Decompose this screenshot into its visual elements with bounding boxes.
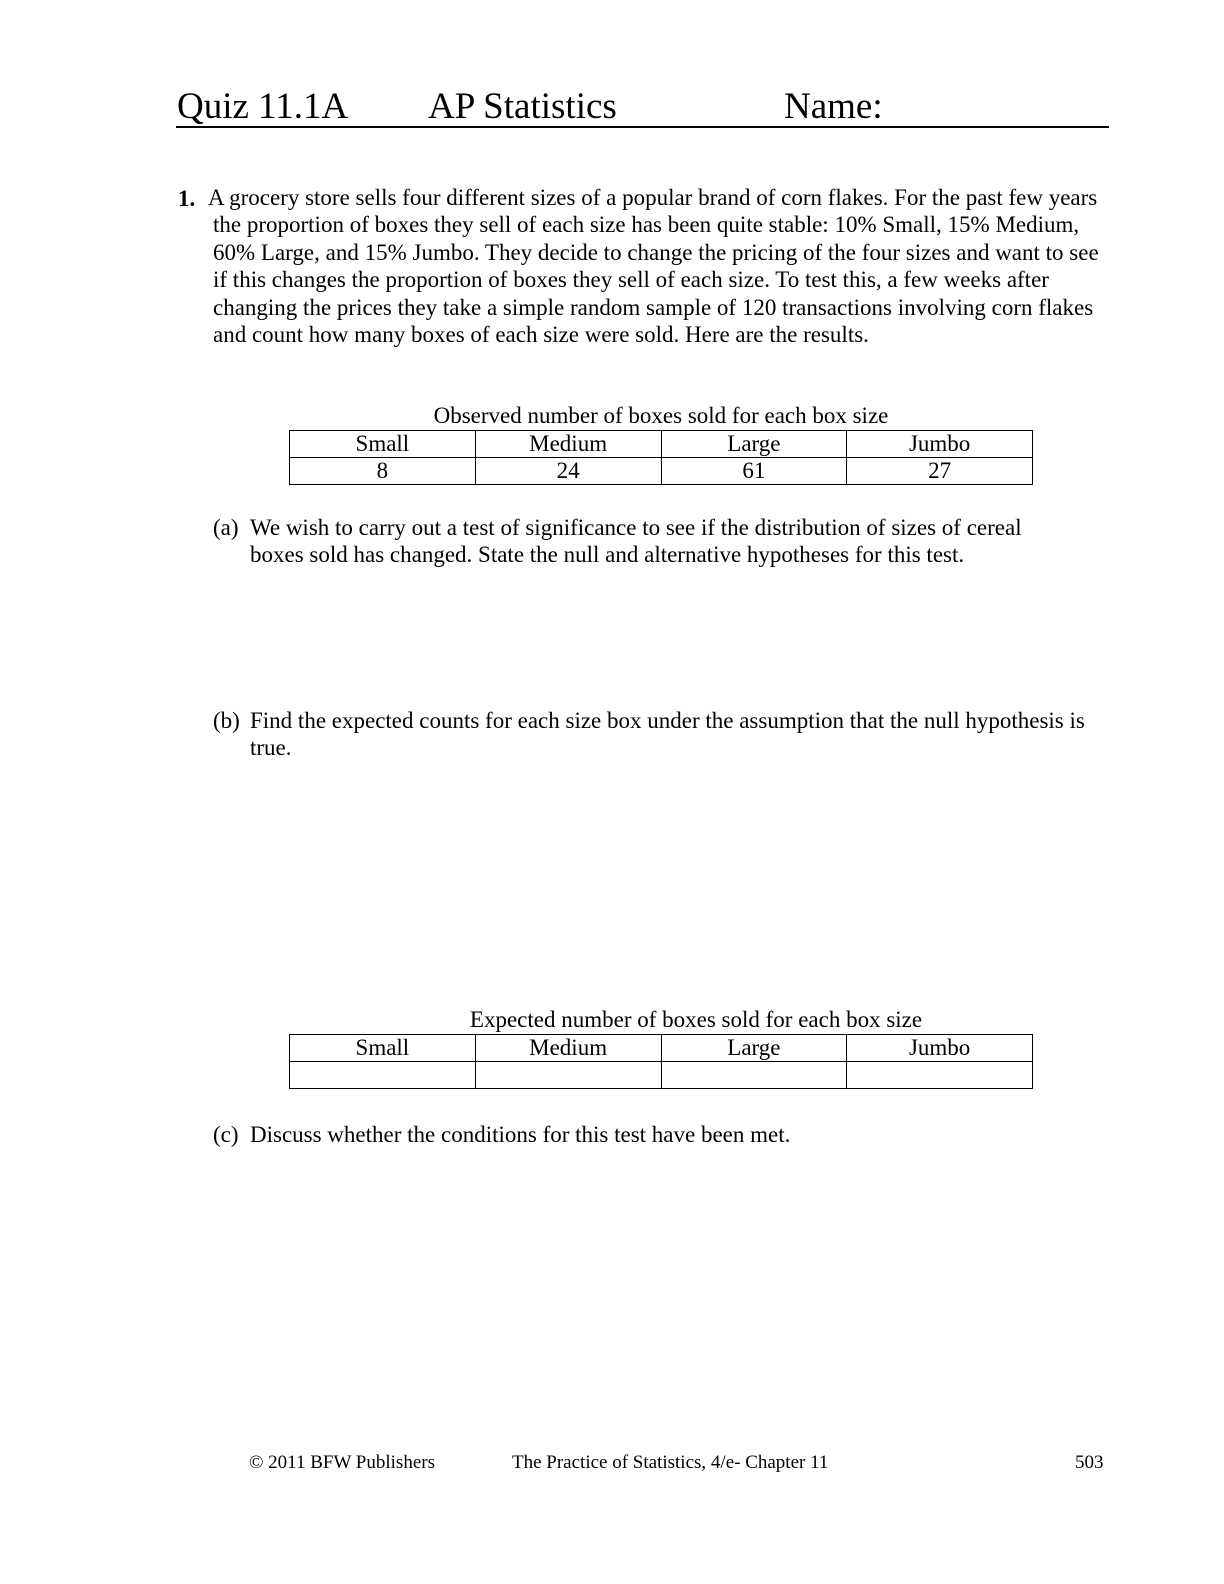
observed-table-caption: Observed number of boxes sold for each box size xyxy=(433,403,889,428)
table-header-cell: Jumbo xyxy=(847,1035,1033,1062)
observed-table xyxy=(289,430,1033,485)
table-header-cell: Large xyxy=(661,431,847,458)
part-c-text: Discuss whether the conditions for this test have been met. xyxy=(250,1122,791,1147)
part-b-label: (b) xyxy=(213,708,240,733)
quiz-title: Quiz 11.1A xyxy=(177,86,349,127)
course-title: AP Statistics xyxy=(428,86,617,127)
table-row xyxy=(290,458,1033,485)
part-a-text: We wish to carry out a test of significance to see if the distribution of sizes of cereal boxes sold has changed. State the null and alternative hypotheses for this test. xyxy=(250,515,1022,568)
table-cell-blank[interactable] xyxy=(475,1062,661,1089)
question-number: 1. xyxy=(178,186,196,211)
header-rule xyxy=(176,126,1109,128)
table-cell: 24 xyxy=(475,458,661,485)
table-cell-blank[interactable] xyxy=(290,1062,476,1089)
table-header-cell: Jumbo xyxy=(847,431,1033,458)
table-cell-blank[interactable] xyxy=(847,1062,1033,1089)
table-row xyxy=(290,1062,1033,1089)
table-header-cell: Small xyxy=(290,1035,476,1062)
expected-table-caption: Expected number of boxes sold for each box size xyxy=(469,1007,923,1032)
table-cell: 27 xyxy=(847,458,1033,485)
table-header-cell: Small xyxy=(290,431,476,458)
table-cell-blank[interactable] xyxy=(661,1062,847,1089)
name-label: Name: xyxy=(784,86,883,127)
footer-page-number: 503 xyxy=(1075,1452,1104,1473)
part-c-label: (c) xyxy=(213,1122,239,1147)
table-header-row xyxy=(290,431,1033,458)
table-header-cell: Large xyxy=(661,1035,847,1062)
expected-table xyxy=(289,1034,1033,1089)
footer-copyright: © 2011 BFW Publishers xyxy=(249,1452,435,1473)
part-b-text: Find the expected counts for each size box under the assumption that the null hypothesis is true. xyxy=(250,708,1085,761)
part-a-label: (a) xyxy=(213,515,239,540)
table-cell: 8 xyxy=(290,458,476,485)
footer-book: The Practice of Statistics, 4/e- Chapter 11 xyxy=(512,1452,829,1473)
table-header-cell: Medium xyxy=(475,431,661,458)
table-header-cell: Medium xyxy=(475,1035,661,1062)
question-text xyxy=(208,184,1103,348)
question-body: A grocery store sells four different sizes of a popular brand of corn flakes. For the past few years the proportion of boxes they sell of each size has been quite stable: 10% Small, 15% Medium, 60% Large, and 15% Jumbo. They decide to change the pricing of the four sizes and want to see if this changes the proportion of boxes they sell of each size. To test this, a few weeks after changing the prices they take a simple random sample of 120 transactions involving corn flakes and count how many boxes of each size were sold. Here are the results. xyxy=(208,185,1099,348)
table-header-row xyxy=(290,1035,1033,1062)
table-cell: 61 xyxy=(661,458,847,485)
